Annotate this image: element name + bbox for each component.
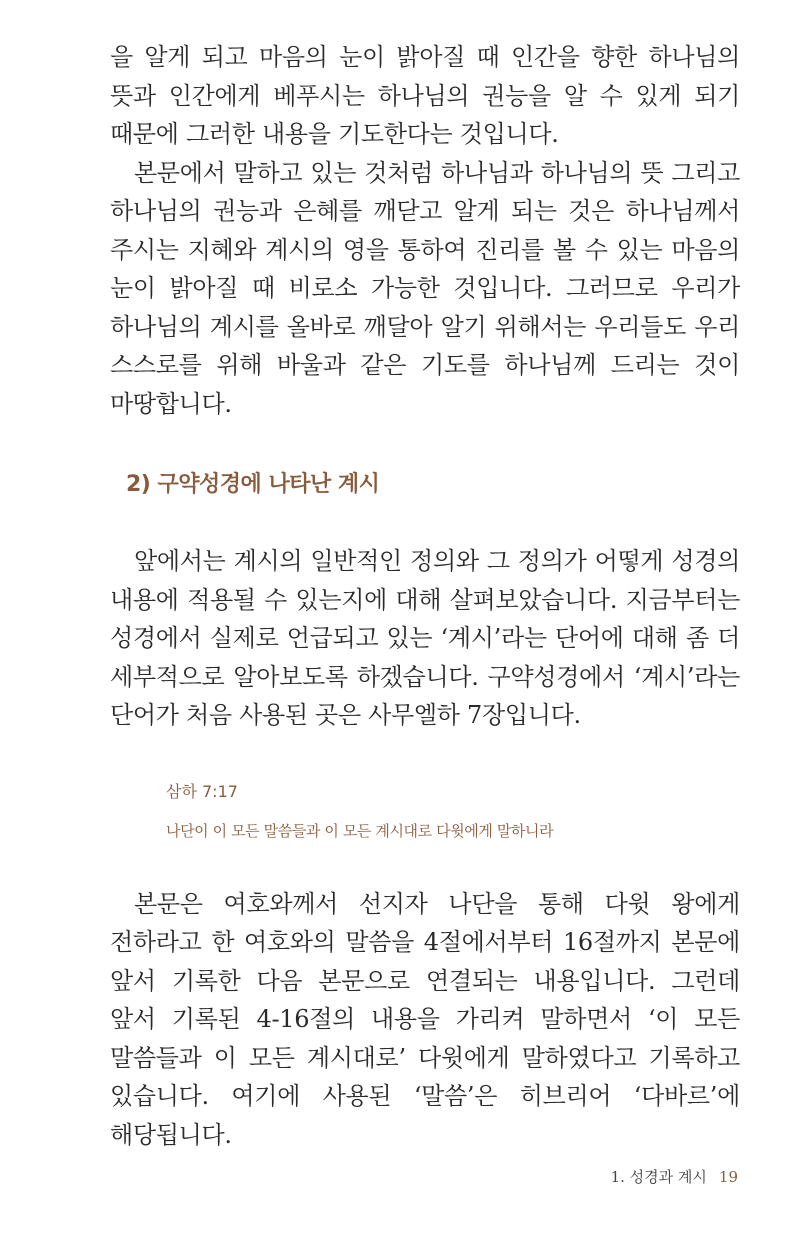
scripture-text: 나단이 이 모든 말씀들과 이 모든 계시대로 다윗에게 말하니라 bbox=[166, 821, 554, 840]
footer-chapter-title: 1. 성경과 계시 bbox=[610, 1168, 707, 1186]
paragraph-old-testament-intro: 앞에서는 계시의 일반적인 정의와 그 정의가 어떻게 성경의 내용에 적용될 수 있는지에 대해 살펴보았습니다. 지금부터는 성경에서 실제로 언급되고 있는 ‘계시’라는 단어에 대해 좀 더 세부적으로 알아보도록 하겠습니다. 구약성경에서 ‘계시’라는 단어가 처음 사용된 곳은 사무엘하 7장입니다. bbox=[110, 547, 740, 729]
page-number: 19 bbox=[718, 1168, 738, 1186]
paragraph-continued: 을 알게 되고 마음의 눈이 밝아질 때 인간을 향한 하나님의 뜻과 인간에게 베푸시는 하나님의 권능을 알 수 있게 되기 때문에 그러한 내용을 기도한다는 것입니다. bbox=[110, 43, 740, 148]
section-heading: 2) 구약성경에 나타난 계시 bbox=[126, 472, 380, 497]
scripture-reference: 삼하 7:17 bbox=[166, 781, 238, 801]
paragraph-commentary: 본문은 여호와께서 선지자 나단을 통해 다윗 왕에게 전하라고 한 여호와의 말씀을 4절에서부터 16절까지 본문에 앞서 기록한 다음 본문으로 연결되는 내용입니다. 그런데 앞서 기록된 4-16절의 내용을 가리켜 말하면서 ‘이 모든 말씀들과 이 모든 계시대로’ 다윗에게 말하였다고 기록하고 있습니다. 여기에 사용된 ‘말씀’은 히브리어 ‘다바르’에 해당됩니다. bbox=[110, 889, 740, 1149]
paragraph-revelation-prayer: 본문에서 말하고 있는 것처럼 하나님과 하나님의 뜻 그리고 하나님의 권능과 은혜를 깨닫고 알게 되는 것은 하나님께서 주시는 지혜와 계시의 영을 통하여 진리를 볼 수 있는 마음의 눈이 밝아질 때 비로소 가능한 것입니다. 그러므로 우리가 하나님의 계시를 올바로 깨달아 알기 위해서는 우리들도 우리 스스로를 위해 바울과 같은 기도를 하나님께 드리는 것이 마땅합니다. bbox=[110, 158, 740, 418]
page-body bbox=[110, 38, 740, 1154]
page-footer bbox=[611, 1166, 738, 1187]
scripture-quote bbox=[166, 779, 740, 841]
